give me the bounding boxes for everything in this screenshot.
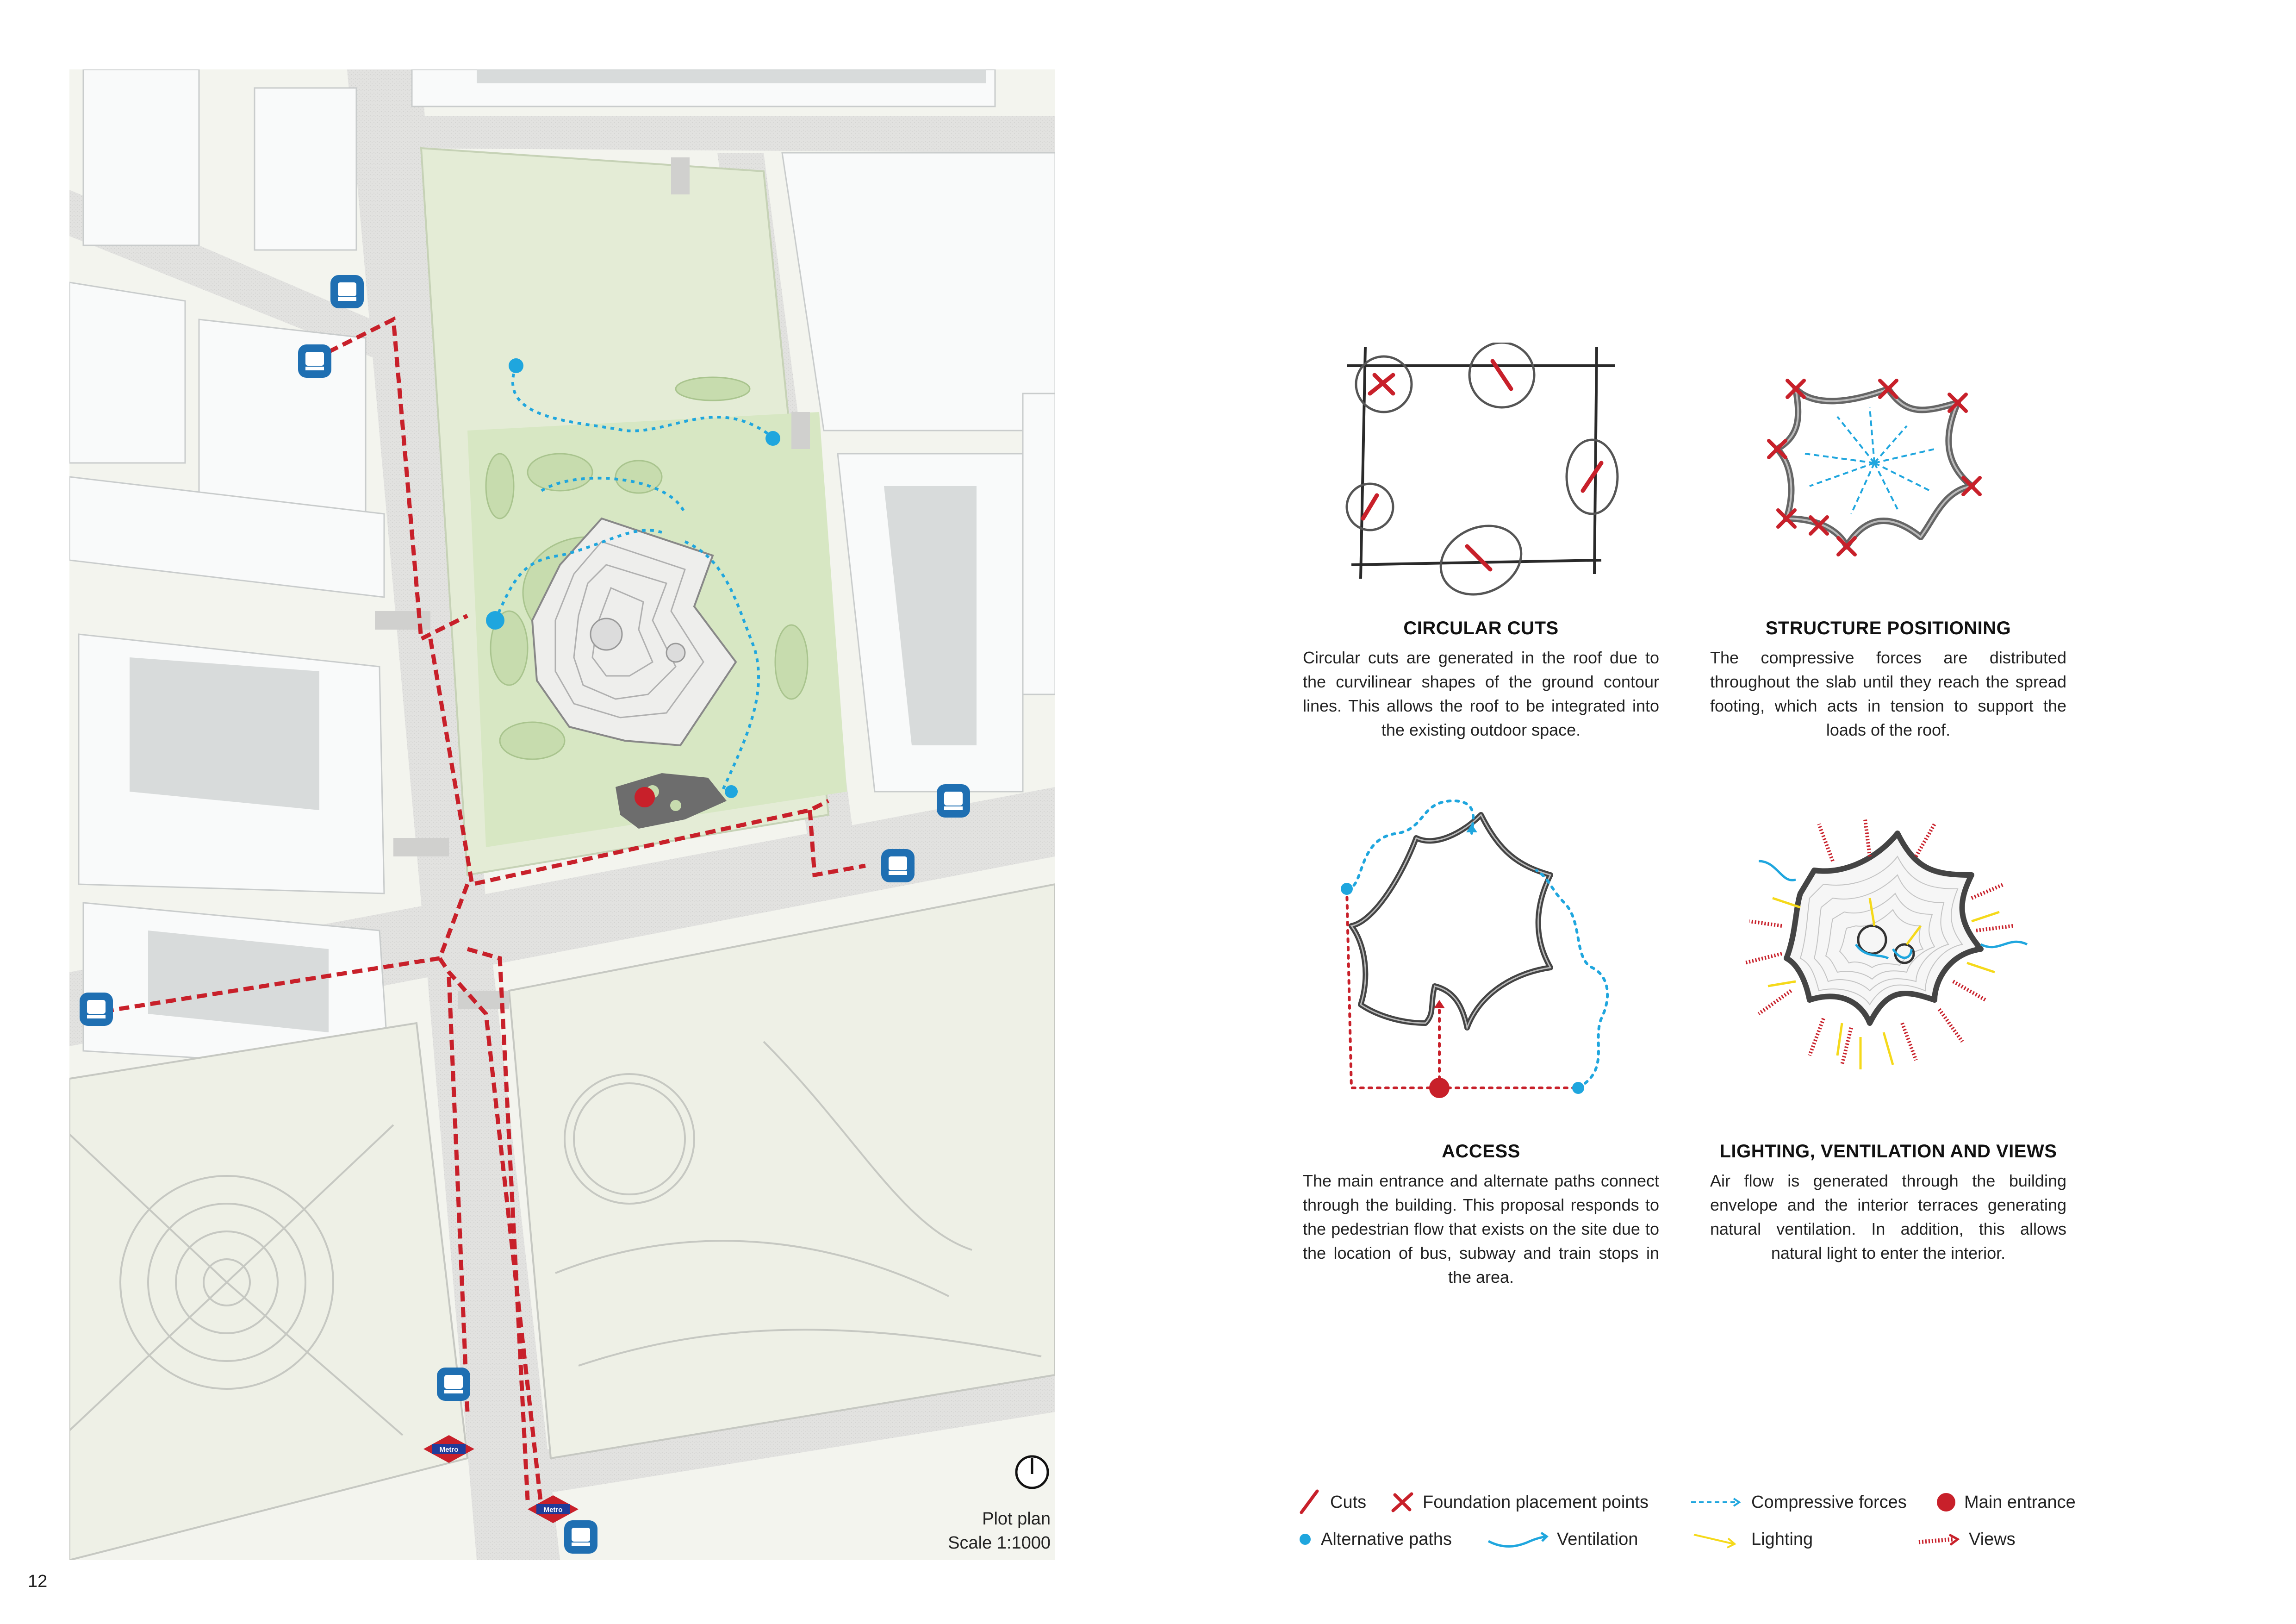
legend-item-lighting — [1689, 1525, 1813, 1553]
metro-label: Metro — [543, 1506, 563, 1514]
legend-label: Main entrance — [1964, 1492, 2076, 1512]
circular-cuts-text: Circular cuts are generated in the roof due to the curvilinear shapes of the ground contour lines. This allows the roof to be integrated into the existing outdoor space. — [1303, 648, 1659, 739]
legend-item-alternative-paths — [1296, 1525, 1452, 1553]
legend-label: Views — [1969, 1529, 2016, 1549]
bus-icon — [80, 993, 113, 1026]
legend-item-views — [1916, 1525, 2016, 1553]
lighting-ventilation-views-text: Air flow is generated through the building envelope and the interior terraces generating natural ventilation. In addition, this allows natural light to enter the interior. — [1710, 1171, 2066, 1262]
north-arrow-icon — [1016, 1456, 1048, 1488]
lighting-ventilation-views-diagram — [1740, 806, 2036, 1111]
page-number: 12 — [28, 1572, 48, 1591]
plot-plan-title: Plot plan — [982, 1509, 1051, 1529]
circular-cuts-diagram — [1342, 343, 1620, 602]
main-entrance-icon — [1935, 1488, 1958, 1516]
ventilation-icon — [1486, 1525, 1550, 1553]
cut-icon — [1296, 1488, 1324, 1516]
access-title: ACCESS — [1442, 1141, 1520, 1162]
bus-icon — [881, 849, 915, 882]
lighting-icon — [1689, 1525, 1745, 1553]
lighting-ventilation-views-title: LIGHTING, VENTILATION AND VIEWS — [1719, 1141, 2057, 1162]
bus-icon — [937, 784, 970, 818]
site-plan-drawing — [69, 69, 1055, 1560]
main-entrance-marker — [635, 787, 655, 807]
structure-positioning-title: STRUCTURE POSITIONING — [1765, 618, 2011, 638]
legend-item-main-entrance — [1935, 1488, 2076, 1516]
structure-positioning-diagram — [1749, 343, 2027, 602]
site-plan — [69, 69, 1055, 1560]
foundation-icon — [1388, 1488, 1416, 1516]
compressive-force-icon — [1689, 1488, 1745, 1516]
alternative-path-icon — [1296, 1525, 1314, 1553]
legend-item-cuts — [1296, 1488, 1366, 1516]
legend-label: Ventilation — [1557, 1529, 1638, 1549]
access-text: The main entrance and alternate paths connect through the building. This proposal responds to the pedestrian flow that exists on the site due to the location of bus, subway and train stops in the area. — [1303, 1171, 1659, 1287]
plot-plan-scale: Scale 1:1000 — [948, 1533, 1051, 1553]
structure-positioning-text: The compressive forces are distributed throughout the slab until they reach the spread footing, which acts in tension to support the loads of the roof. — [1710, 648, 2066, 739]
bus-icon — [330, 275, 364, 308]
legend-item-ventilation — [1486, 1525, 1638, 1553]
bus-icon — [437, 1368, 470, 1401]
legend-label: Alternative paths — [1321, 1529, 1452, 1549]
circular-cuts-title: CIRCULAR CUTS — [1403, 618, 1559, 638]
plot-plan-caption — [879, 1507, 1051, 1555]
legend-label: Compressive forces — [1751, 1492, 1907, 1512]
bus-icon — [298, 344, 331, 378]
access-diagram — [1333, 782, 1629, 1116]
views-icon — [1916, 1525, 1962, 1553]
metro-label: Metro — [439, 1446, 459, 1454]
legend-label: Cuts — [1330, 1492, 1367, 1512]
legend-item-foundation — [1388, 1488, 1649, 1516]
bus-icon — [564, 1520, 597, 1554]
legend-item-compressive — [1689, 1488, 1907, 1516]
legend-label: Lighting — [1751, 1529, 1813, 1549]
legend-label: Foundation placement points — [1423, 1492, 1649, 1512]
